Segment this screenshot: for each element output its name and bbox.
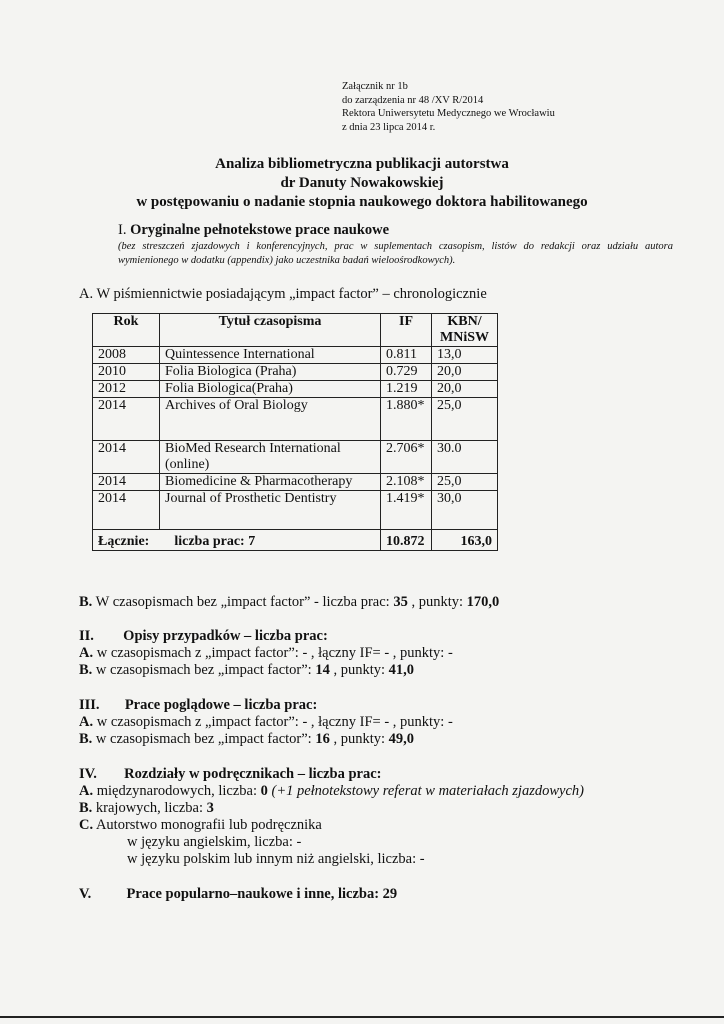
section-text: międzynarodowych, liczba: — [96, 783, 261, 799]
table-row — [93, 474, 498, 491]
total-count: liczba prac: 7 — [174, 534, 256, 549]
cell-points: 30,0 — [432, 491, 498, 530]
cell-if: 2.108* — [381, 474, 432, 491]
cell-if: 1.880* — [381, 398, 432, 441]
section-note: (+1 pełnotekstowy referat w materiałach zjazdowych) — [267, 783, 584, 799]
cell-journal: Archives of Oral Biology — [160, 398, 381, 441]
section-4c-english: w języku angielskim, liczba: - — [127, 834, 302, 850]
cell-year: 2014 — [93, 441, 160, 474]
cell-points: 30.0 — [432, 441, 498, 474]
scan-edge-line — [0, 1016, 724, 1018]
title-line: dr Danuty Nowakowskiej — [280, 175, 444, 191]
section-letter: A. — [79, 783, 94, 799]
section-1-heading — [118, 222, 389, 239]
section-text: Autorstwo monografii lub podręcznika — [95, 817, 322, 833]
section-text: w czasopismach z „impact factor”: - , łączny IF= - , punkty: - — [96, 714, 453, 730]
column-header: Tytuł czasopisma — [160, 314, 381, 347]
points-value: 170,0 — [466, 594, 500, 610]
cell-if: 1.219 — [381, 381, 432, 398]
cell-journal: Journal of Prosthetic Dentistry — [160, 491, 381, 530]
section-4b-line — [79, 800, 214, 817]
section-letter: C. — [79, 817, 94, 833]
section-text-mid: , punkty: — [329, 662, 389, 678]
section-title: Opisy przypadków – liczba prac: — [123, 628, 328, 644]
total-label: Łącznie: — [98, 534, 150, 549]
section-title: Prace poglądowe – liczba prac: — [124, 697, 318, 713]
table-row — [93, 364, 498, 381]
title-line: w postępowaniu o nadanie stopnia naukowego doktora habilitowanego — [136, 194, 588, 210]
section-4a-line — [79, 783, 584, 800]
section-text: krajowych, liczba: — [95, 800, 207, 816]
header-line: Rektora Uniwersytetu Medycznego we Wrocławiu — [342, 108, 555, 119]
cell-if: 0.729 — [381, 364, 432, 381]
total-if: 10.872 — [381, 530, 432, 551]
table-row — [93, 491, 498, 530]
section-letter: B. — [79, 594, 93, 610]
cell-year: 2014 — [93, 491, 160, 530]
section-text: W czasopismach bez „impact factor” - liczba prac: — [95, 594, 394, 610]
section-text: w czasopismach bez „impact factor”: — [95, 662, 316, 678]
column-header: KBN/ MNiSW — [432, 314, 498, 347]
section-3b-line — [79, 731, 414, 748]
section-4c-polish: w języku polskim lub innym niż angielski, liczba: - — [127, 851, 425, 867]
section-text: W piśmiennictwie posiadającym „impact factor” – chronologicznie — [96, 286, 487, 302]
column-header: Rok — [93, 314, 160, 347]
section-text: w czasopismach bez „impact factor”: — [95, 731, 316, 747]
cell-points: 25,0 — [432, 474, 498, 491]
title-line: Analiza bibliometryczna publikacji autorstwa — [215, 156, 509, 172]
count-value: 0 — [260, 783, 268, 799]
count-value: 16 — [315, 731, 330, 747]
attachment-header — [342, 80, 555, 134]
points-value: 41,0 — [388, 662, 415, 678]
document-title — [0, 155, 724, 212]
impact-factor-table — [92, 313, 498, 551]
cell-if: 2.706* — [381, 441, 432, 474]
section-number: III. — [79, 697, 100, 713]
section-number: I. — [118, 222, 127, 238]
section-text: w czasopismach z „impact factor”: - , łączny IF= - , punkty: - — [96, 645, 453, 661]
section-letter: B. — [79, 800, 93, 816]
section-2b-line — [79, 662, 414, 679]
section-5-heading — [79, 886, 397, 903]
cell-if: 0.811 — [381, 347, 432, 364]
cell-points: 25,0 — [432, 398, 498, 441]
section-letter: B. — [79, 662, 93, 678]
section-title: Prace popularno–naukowe i inne, liczba: 29 — [126, 886, 398, 902]
count-value: 3 — [206, 800, 214, 816]
count-value: 35 — [393, 594, 408, 610]
column-header: IF — [381, 314, 432, 347]
section-4-heading — [79, 766, 381, 783]
cell-points: 20,0 — [432, 364, 498, 381]
cell-if: 1.419* — [381, 491, 432, 530]
section-3-heading — [79, 697, 317, 714]
table-row — [93, 381, 498, 398]
section-a-heading — [79, 286, 487, 303]
section-number: V. — [79, 886, 92, 902]
table-row — [93, 441, 498, 474]
points-value: 49,0 — [388, 731, 415, 747]
section-letter: A. — [79, 714, 94, 730]
section-text-mid: , punkty: — [329, 731, 389, 747]
section-number: II. — [79, 628, 94, 644]
cell-journal: Folia Biologica(Praha) — [160, 381, 381, 398]
section-title: Rozdziały w podręcznikach – liczba prac: — [124, 766, 382, 782]
table-header-row — [93, 314, 498, 347]
total-label-cell — [93, 530, 381, 551]
section-2a-line — [79, 645, 453, 662]
table-total-row — [93, 530, 498, 551]
section-3a-line — [79, 714, 453, 731]
table-row — [93, 347, 498, 364]
section-b-line — [79, 594, 499, 611]
cell-journal: Folia Biologica (Praha) — [160, 364, 381, 381]
cell-year: 2012 — [93, 381, 160, 398]
section-number: IV. — [79, 766, 97, 782]
total-points: 163,0 — [432, 530, 498, 551]
count-value: 14 — [315, 662, 330, 678]
section-4c-line — [79, 817, 322, 834]
cell-year: 2014 — [93, 398, 160, 441]
cell-journal: BioMed Research International (online) — [160, 441, 381, 474]
cell-journal: Biomedicine & Pharmacotherapy — [160, 474, 381, 491]
section-letter: A. — [79, 645, 94, 661]
section-1-note: (bez streszczeń zjazdowych i konferencyjnych, prac w suplementach czasopism, listów do redakcji oraz udziału autora wymienionego w dodatku (appendix) jako uczestnika badań wieloośrodkowych). — [118, 241, 673, 266]
cell-year: 2014 — [93, 474, 160, 491]
section-text-mid: , punkty: — [407, 594, 467, 610]
cell-year: 2008 — [93, 347, 160, 364]
header-line: do zarządzenia nr 48 /XV R/2014 — [342, 94, 484, 106]
cell-year: 2010 — [93, 364, 160, 381]
cell-points: 20,0 — [432, 381, 498, 398]
section-2-heading — [79, 628, 328, 645]
header-line: Załącznik nr 1b — [342, 81, 408, 92]
section-letter: B. — [79, 731, 93, 747]
header-line: z dnia 23 lipca 2014 r. — [342, 121, 436, 133]
section-title: Oryginalne pełnotekstowe prace naukowe — [130, 222, 390, 238]
section-letter: A. — [79, 286, 94, 302]
cell-points: 13,0 — [432, 347, 498, 364]
table-row — [93, 398, 498, 441]
cell-journal: Quintessence International — [160, 347, 381, 364]
